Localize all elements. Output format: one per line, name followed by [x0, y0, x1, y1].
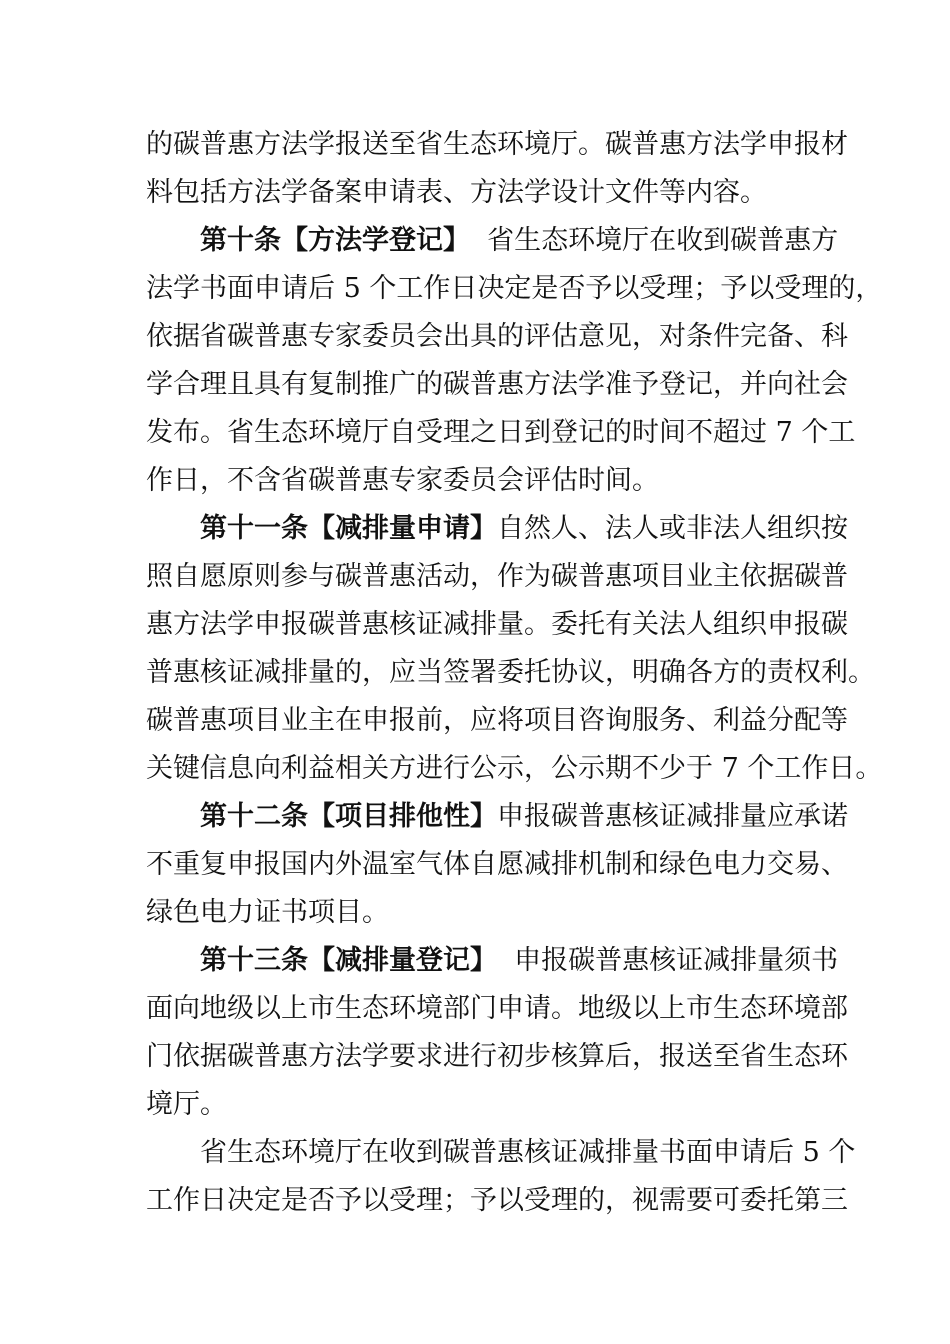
body-text-line: 省生态环境厅在收到碳普惠核证减排量书面申请后 5 个 [200, 1137, 856, 1168]
body-text-line: 关键信息向利益相关方进行公示，公示期不少于 7 个工作日。 [146, 753, 883, 784]
body-text-line: 不重复申报国内外温室气体自愿减排机制和绿色电力交易、 [146, 849, 848, 880]
article-12-first-line [200, 793, 848, 841]
article-10-heading: 第十条【方法学登记】 [200, 225, 470, 256]
body-text-line: 料包括方法学备案申请表、方法学设计文件等内容。 [146, 177, 767, 208]
article-12-heading: 第十二条【项目排他性】 [200, 801, 497, 832]
body-text-line: 照自愿原则参与碳普惠活动，作为碳普惠项目业主依据碳普 [146, 561, 848, 592]
body-text-line: 法学书面申请后 5 个工作日决定是否予以受理；予以受理的， [146, 273, 883, 304]
article-10-first-line [200, 217, 839, 265]
body-text-line: 境厅。 [146, 1089, 227, 1120]
body-text-line: 碳普惠项目业主在申报前，应将项目咨询服务、利益分配等 [146, 705, 848, 736]
body-text-line: 惠方法学申报碳普惠核证减排量。委托有关法人组织申报碳 [146, 609, 848, 640]
article-10-text: 省生态环境厅在收到碳普惠方 [487, 225, 839, 256]
article-13-text: 申报碳普惠核证减排量须书 [514, 945, 839, 976]
article-11-heading: 第十一条【减排量申请】 [200, 513, 497, 544]
article-13-first-line [200, 937, 839, 985]
body-text-line: 学合理且具有复制推广的碳普惠方法学准予登记，并向社会 [146, 369, 848, 400]
body-text-line: 工作日决定是否予以受理；予以受理的，视需要可委托第三 [146, 1185, 848, 1216]
body-text-line: 作日，不含省碳普惠专家委员会评估时间。 [146, 465, 659, 496]
body-text-line: 依据省碳普惠专家委员会出具的评估意见，对条件完备、科 [146, 321, 848, 352]
body-text-line: 发布。省生态环境厅自受理之日到登记的时间不超过 7 个工 [146, 417, 856, 448]
body-text-line: 面向地级以上市生态环境部门申请。地级以上市生态环境部 [146, 993, 848, 1024]
body-text-line: 门依据碳普惠方法学要求进行初步核算后，报送至省生态环 [146, 1041, 848, 1072]
article-11-first-line [200, 505, 848, 553]
body-text-line: 的碳普惠方法学报送至省生态环境厅。碳普惠方法学申报材 [146, 129, 848, 160]
article-13-heading: 第十三条【减排量登记】 [200, 945, 497, 976]
body-text-line: 普惠核证减排量的，应当签署委托协议，明确各方的责权利。 [146, 657, 875, 688]
article-12-text: 申报碳普惠核证减排量应承诺 [497, 801, 848, 832]
article-11-text: 自然人、法人或非法人组织按 [497, 513, 848, 544]
body-text-line: 绿色电力证书项目。 [146, 897, 389, 928]
